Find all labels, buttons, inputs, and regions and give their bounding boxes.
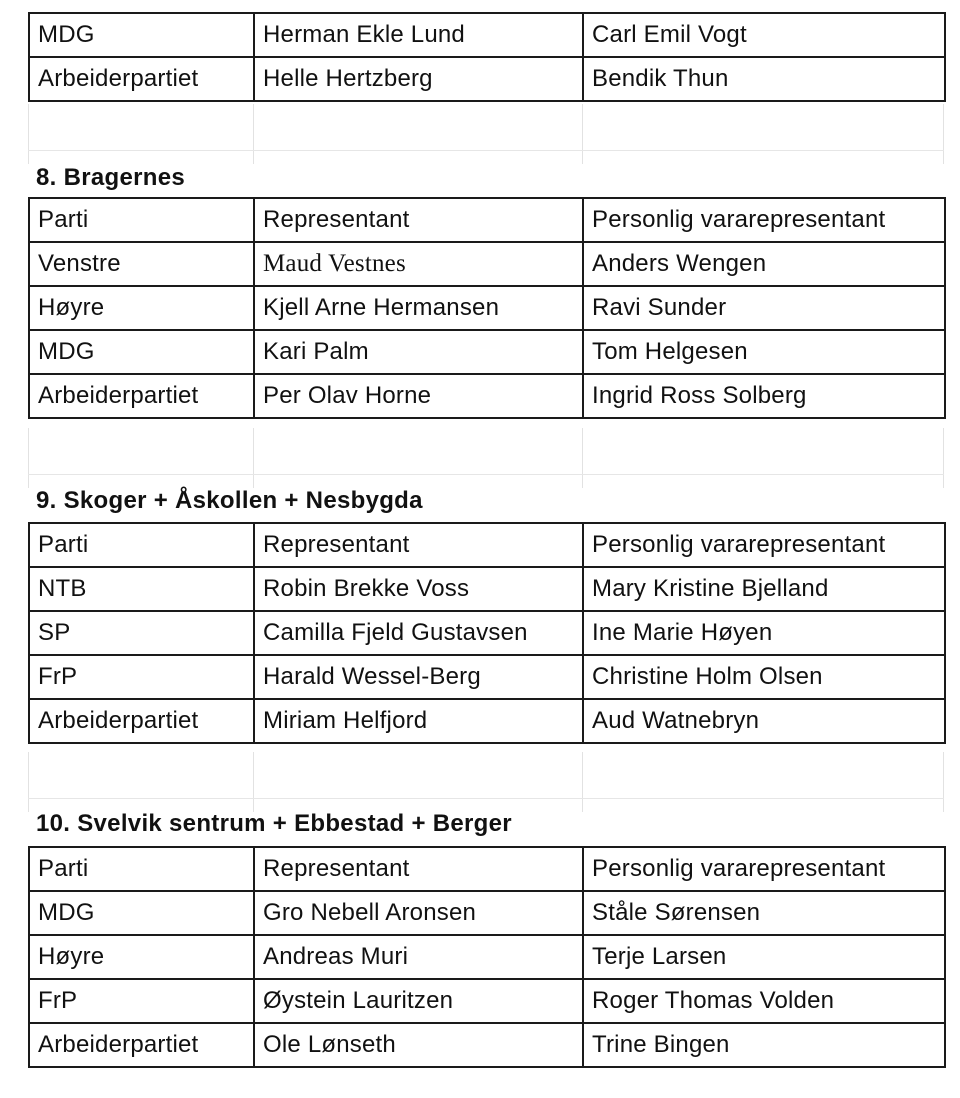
cell-parti: Venstre: [29, 242, 254, 286]
cell-vararepresentant: Roger Thomas Volden: [583, 979, 945, 1023]
table-row: [29, 567, 945, 611]
cell-vararepresentant: Aud Watnebryn: [583, 699, 945, 743]
gridline-gap: [28, 428, 944, 488]
cell-representant: Gro Nebell Aronsen: [254, 891, 583, 935]
header-representant: Representant: [254, 523, 583, 567]
cell-vararepresentant: Terje Larsen: [583, 935, 945, 979]
table-row: [29, 286, 945, 330]
section-heading-bragernes: 8. Bragernes: [36, 164, 186, 191]
cell-representant: Kjell Arne Hermansen: [254, 286, 583, 330]
cell-vararepresentant: Ine Marie Høyen: [583, 611, 945, 655]
cell-parti: FrP: [29, 655, 254, 699]
cell-parti: MDG: [29, 13, 254, 57]
cell-vararepresentant: Tom Helgesen: [583, 330, 945, 374]
table-row: [29, 891, 945, 935]
table-row: [29, 13, 945, 57]
section-heading-skoger: 9. Skoger + Åskollen + Nesbygda: [36, 487, 423, 514]
cell-representant: Herman Ekle Lund: [254, 13, 583, 57]
cell-representant: Robin Brekke Voss: [254, 567, 583, 611]
cell-representant: Helle Hertzberg: [254, 57, 583, 101]
cell-parti: MDG: [29, 330, 254, 374]
table-row: [29, 374, 945, 418]
cell-vararepresentant: Ravi Sunder: [583, 286, 945, 330]
header-parti: Parti: [29, 198, 254, 242]
cell-parti: Arbeiderpartiet: [29, 1023, 254, 1067]
table-svelvik: [28, 846, 944, 1068]
header-parti: Parti: [29, 523, 254, 567]
table-header-row: [29, 198, 945, 242]
table-header-row: [29, 847, 945, 891]
cell-representant: Maud Vestnes: [254, 242, 583, 286]
cell-representant: Ole Lønseth: [254, 1023, 583, 1067]
header-representant: Representant: [254, 847, 583, 891]
section-heading-svelvik: 10. Svelvik sentrum + Ebbestad + Berger: [36, 810, 512, 837]
gridline-gap: [28, 104, 944, 164]
table-row: [29, 1023, 945, 1067]
cell-parti: MDG: [29, 891, 254, 935]
cell-vararepresentant: Mary Kristine Bjelland: [583, 567, 945, 611]
cell-parti: Høyre: [29, 286, 254, 330]
header-vararepresentant: Personlig vararepresentant: [583, 198, 945, 242]
cell-vararepresentant: Anders Wengen: [583, 242, 945, 286]
cell-representant: Kari Palm: [254, 330, 583, 374]
cell-representant: Miriam Helfjord: [254, 699, 583, 743]
table-row: [29, 979, 945, 1023]
header-vararepresentant: Personlig vararepresentant: [583, 523, 945, 567]
cell-parti: Arbeiderpartiet: [29, 57, 254, 101]
cell-vararepresentant: Christine Holm Olsen: [583, 655, 945, 699]
table-top-continuation: [28, 12, 944, 102]
cell-parti: Høyre: [29, 935, 254, 979]
gridline-gap: [28, 752, 944, 812]
table-row: [29, 330, 945, 374]
cell-parti: NTB: [29, 567, 254, 611]
cell-vararepresentant: Trine Bingen: [583, 1023, 945, 1067]
cell-representant: Camilla Fjeld Gustavsen: [254, 611, 583, 655]
cell-parti: Arbeiderpartiet: [29, 699, 254, 743]
cell-representant: Per Olav Horne: [254, 374, 583, 418]
table-row: [29, 935, 945, 979]
header-parti: Parti: [29, 847, 254, 891]
cell-vararepresentant: Ståle Sørensen: [583, 891, 945, 935]
cell-vararepresentant: Bendik Thun: [583, 57, 945, 101]
cell-representant: Øystein Lauritzen: [254, 979, 583, 1023]
table-row: [29, 242, 945, 286]
cell-vararepresentant: Ingrid Ross Solberg: [583, 374, 945, 418]
table-row: [29, 655, 945, 699]
header-representant: Representant: [254, 198, 583, 242]
header-vararepresentant: Personlig vararepresentant: [583, 847, 945, 891]
cell-representant: Andreas Muri: [254, 935, 583, 979]
table-header-row: [29, 523, 945, 567]
table-row: [29, 699, 945, 743]
cell-vararepresentant: Carl Emil Vogt: [583, 13, 945, 57]
table-row: [29, 611, 945, 655]
cell-representant: Harald Wessel-Berg: [254, 655, 583, 699]
cell-parti: Arbeiderpartiet: [29, 374, 254, 418]
cell-parti: FrP: [29, 979, 254, 1023]
table-bragernes: [28, 197, 944, 419]
cell-parti: SP: [29, 611, 254, 655]
table-skoger: [28, 522, 944, 744]
table-row: [29, 57, 945, 101]
